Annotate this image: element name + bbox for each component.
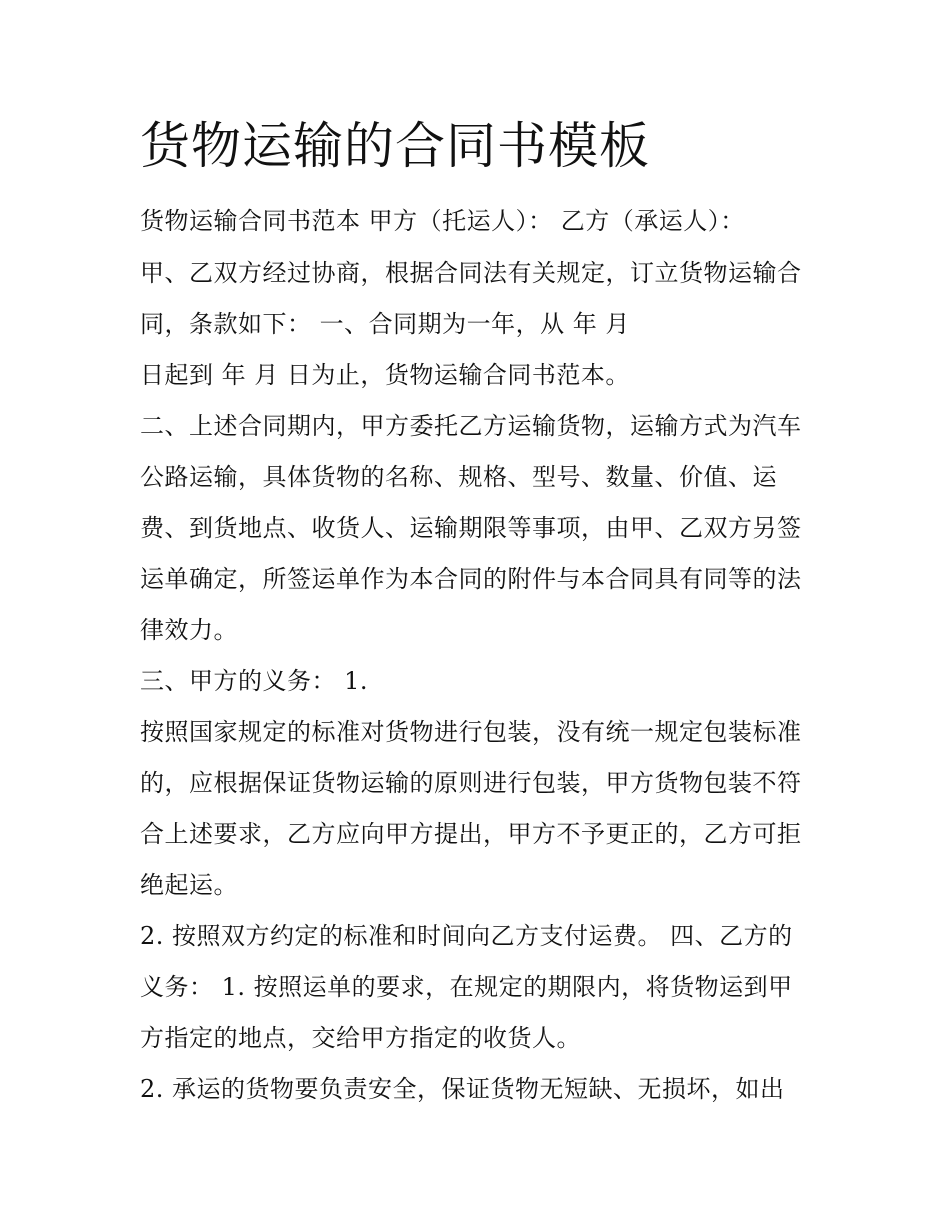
body-line-8: 运单确定，所签运单作为本合同的附件与本合同具有同等的法 (140, 565, 802, 593)
body-line-6: 公路运输，具体货物的名称、规格、型号、数量、价值、运 (140, 463, 777, 491)
body-line-15: 2. 按照双方约定的标准和时间向乙方支付运费。 四、乙方的 (140, 922, 793, 950)
body-line-3: 同，条款如下： 一、合同期为一年，从 年 月 (140, 310, 630, 338)
body-line-14: 绝起运。 (140, 871, 238, 899)
body-line-18: 2. 承运的货物要负责安全，保证货物无短缺、无损坏，如出 (140, 1075, 785, 1103)
body-line-11: 按照国家规定的标准对货物进行包装，没有统一规定包装标准 (140, 718, 802, 746)
body-line-10: 三、甲方的义务： 1. (140, 667, 369, 695)
body-line-13: 合上述要求，乙方应向甲方提出，甲方不予更正的，乙方可拒 (140, 820, 802, 848)
body-line-7: 费、到货地点、收货人、运输期限等事项，由甲、乙双方另签 (140, 514, 802, 542)
body-line-16: 义务： 1. 按照运单的要求，在规定的期限内，将货物运到甲 (140, 973, 793, 1001)
body-line-17: 方指定的地点，交给甲方指定的收货人。 (140, 1024, 581, 1052)
body-line-2: 甲、乙双方经过协商，根据合同法有关规定，订立货物运输合 (140, 259, 802, 287)
document-title: 货物运输的合同书模板 (140, 117, 650, 175)
body-line-9: 律效力。 (140, 616, 238, 644)
body-line-5: 二、上述合同期内，甲方委托乙方运输货物，运输方式为汽车 (140, 412, 802, 440)
body-line-4: 日起到 年 月 日为止，货物运输合同书范本。 (140, 361, 630, 389)
body-line-1: 货物运输合同书范本 甲方（托运人）： 乙方（承运人）： (140, 207, 745, 235)
body-line-12: 的，应根据保证货物运输的原则进行包装，甲方货物包装不符 (140, 769, 802, 797)
